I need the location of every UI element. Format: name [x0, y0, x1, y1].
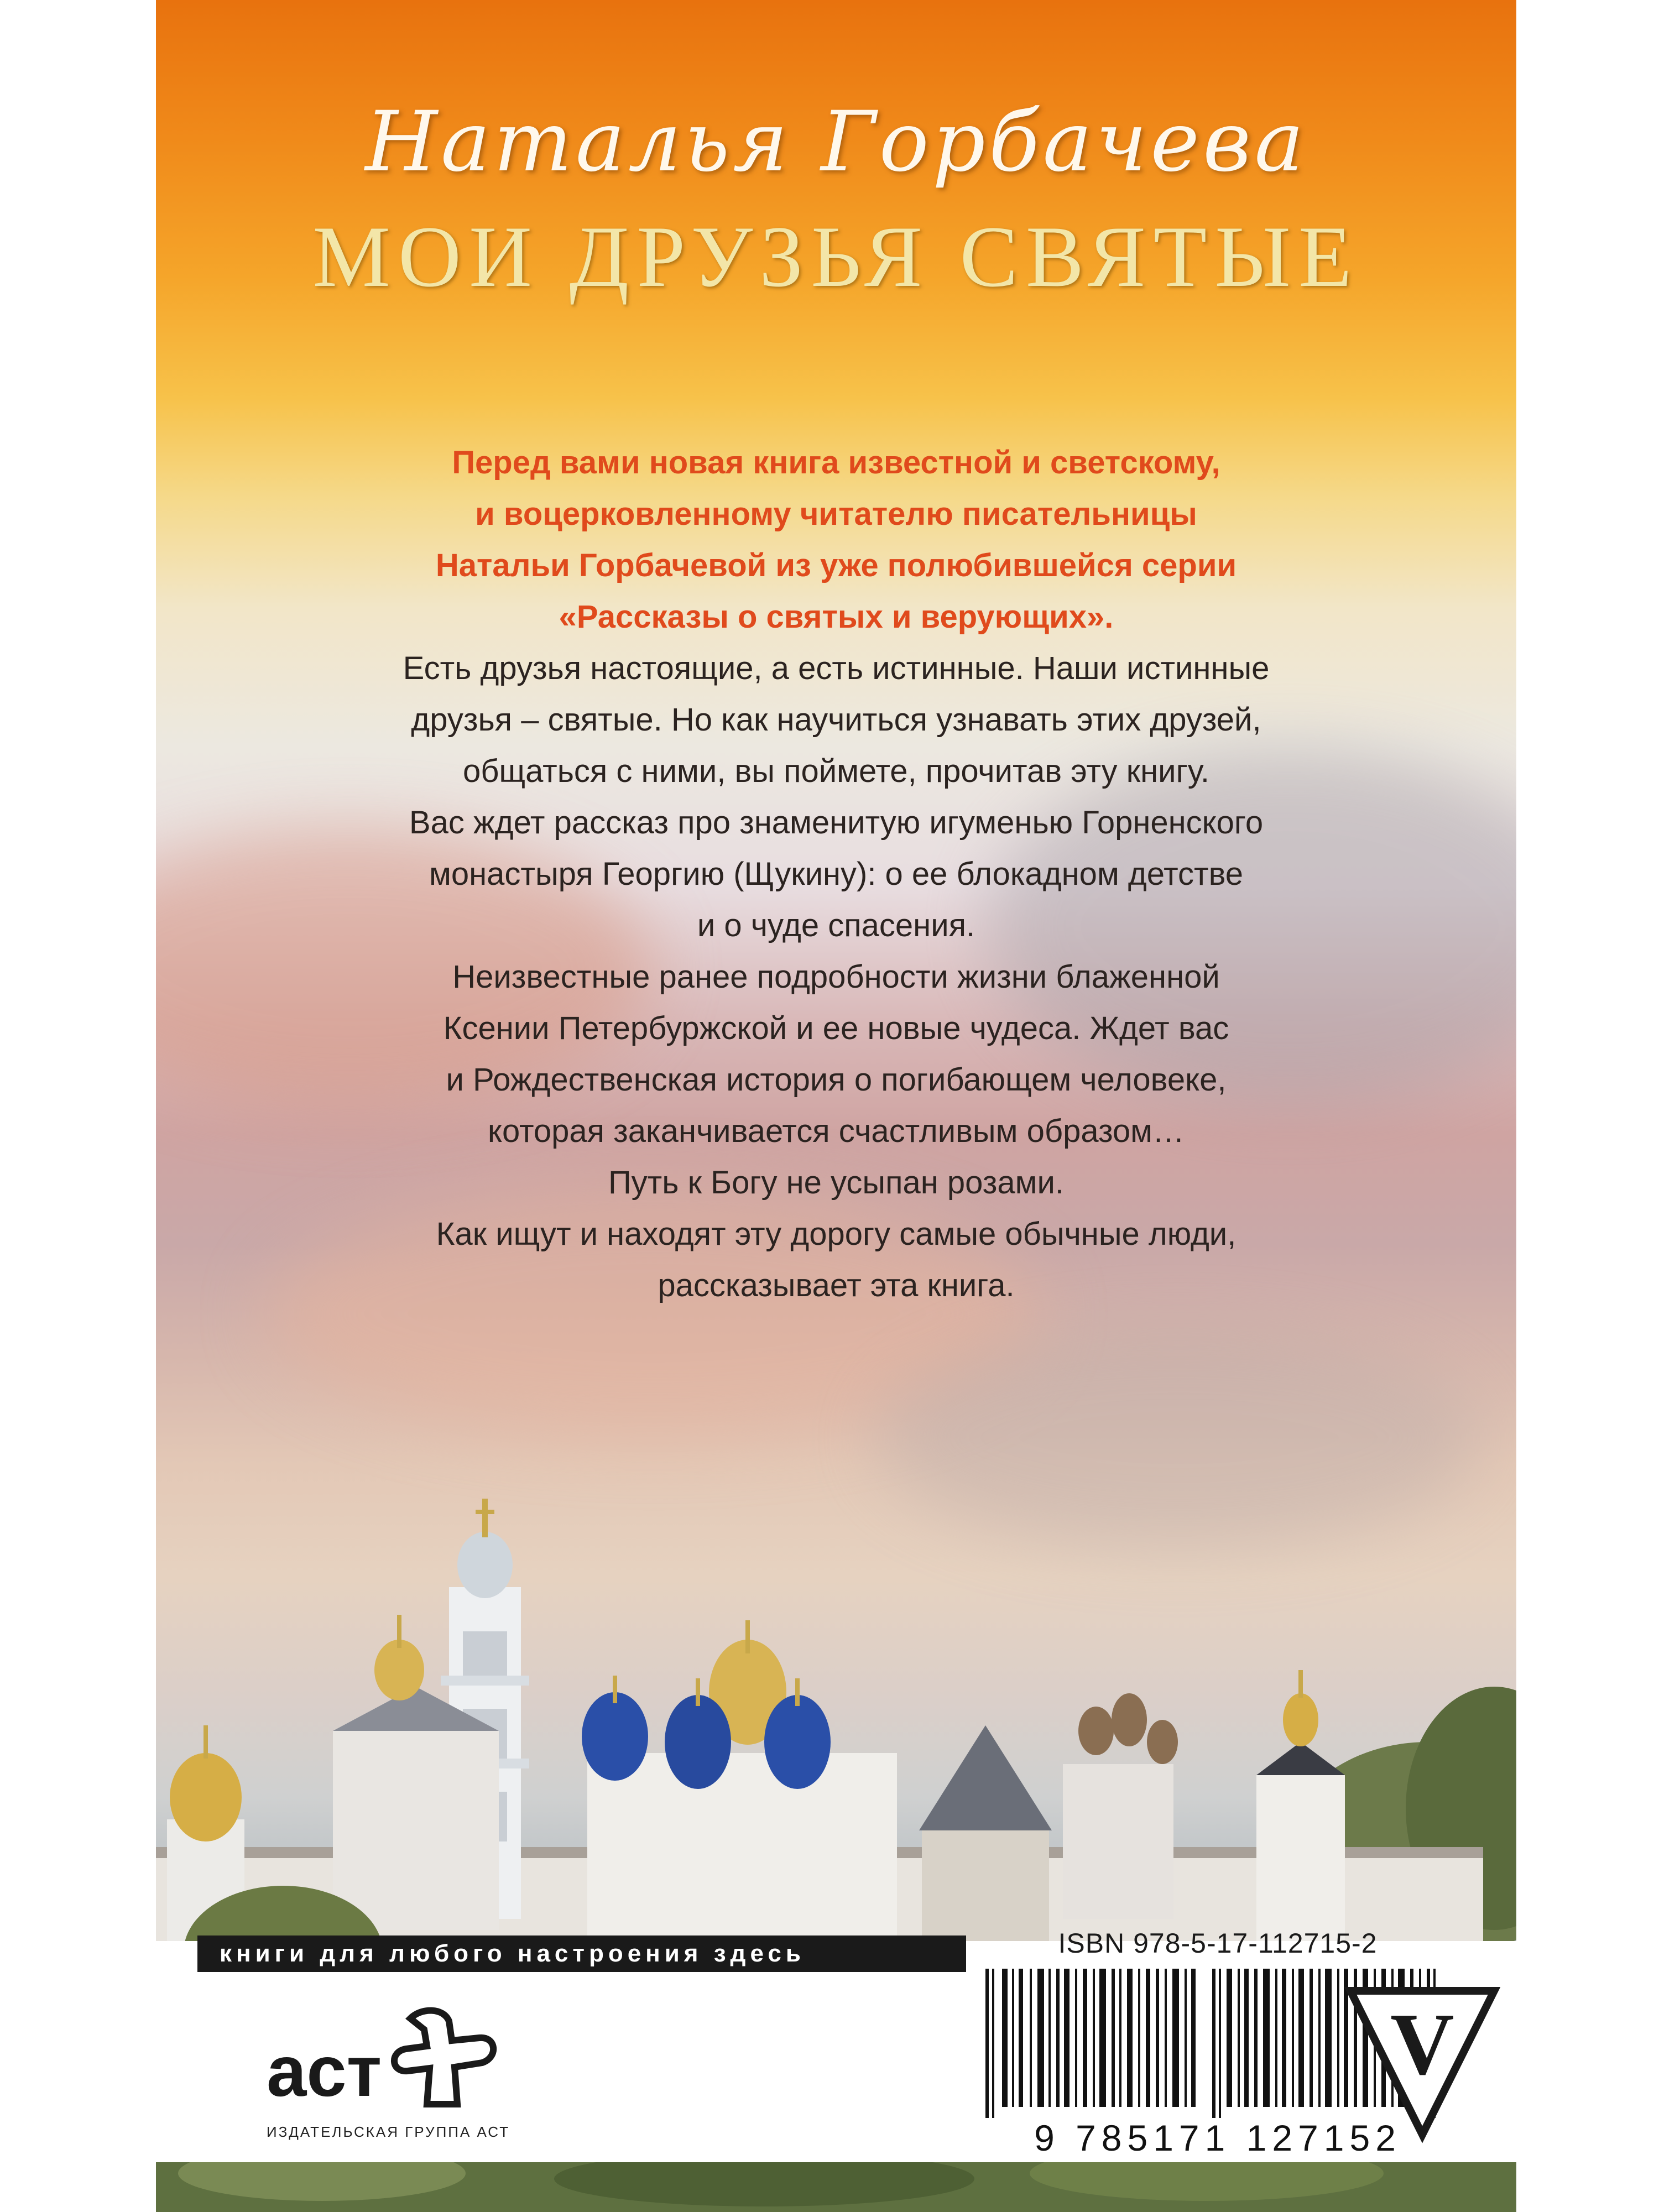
lead-paragraph	[233, 437, 1439, 643]
barcode-number: 9 785171 127152	[1034, 2117, 1401, 2158]
publisher-name: ИЗДАТЕЛЬСКАЯ ГРУППА АСТ	[266, 2124, 510, 2140]
foliage-strip	[156, 2162, 1516, 2212]
slogan-text: книги для любого настроения здесь	[220, 1940, 805, 1967]
body-line: Вас ждет рассказ про знаменитую игуменью Горненского	[409, 805, 1264, 841]
isbn-label: ISBN 978-5-17-112715-2	[1058, 1928, 1378, 1959]
body-line: и Рождественская история о погибающем человеке,	[446, 1062, 1227, 1098]
age-rating-mark	[1339, 1980, 1505, 2146]
body-line: которая заканчивается счастливым образом…	[487, 1113, 1185, 1149]
lead-line: и воцерковленному читателю писательницы	[475, 496, 1197, 532]
body-line: монастыря Георгию (Щукину): о ее блокадном детстве	[429, 856, 1244, 892]
body-paragraphs	[233, 643, 1439, 1311]
body-line: Как ищут и находят эту дорогу самые обычные люди,	[436, 1216, 1237, 1252]
book-title: МОИ ДРУЗЬЯ СВЯТЫЕ	[312, 208, 1360, 305]
body-line: Неизвестные ранее подробности жизни блаженной	[452, 959, 1220, 995]
age-mark-text: V	[1390, 1995, 1454, 2093]
cross-icon	[394, 2011, 493, 2104]
body-line: Путь к Богу не усыпан розами.	[608, 1165, 1064, 1201]
author-name: Наталья Горбачева	[365, 94, 1307, 190]
lead-line: Натальи Горбачевой из уже полюбившейся серии	[435, 547, 1237, 583]
lead-line: «Рассказы о святых и верующих».	[559, 599, 1114, 635]
body-line: и о чуде спасения.	[697, 907, 975, 943]
body-line: рассказывает эта книга.	[658, 1267, 1015, 1303]
body-line: Есть друзья настоящие, а есть истинные. Наши истинные	[403, 650, 1270, 686]
annotation-text	[233, 437, 1439, 1311]
logo-text: аст	[267, 2031, 382, 2111]
body-line: Ксении Петербуржской и ее новые чудеса. Ждет вас	[443, 1010, 1229, 1046]
title-block	[156, 94, 1516, 307]
ast-logo	[261, 2002, 504, 2112]
body-line: друзья – святые. Но как научиться узнавать этих друзей,	[411, 702, 1261, 738]
body-line: общаться с ними, вы поймете, прочитав эту книгу.	[462, 753, 1210, 789]
book-back-cover	[156, 0, 1516, 2212]
slogan-bar	[197, 1936, 966, 1972]
lead-line: Перед вами новая книга известной и светскому,	[452, 445, 1220, 481]
